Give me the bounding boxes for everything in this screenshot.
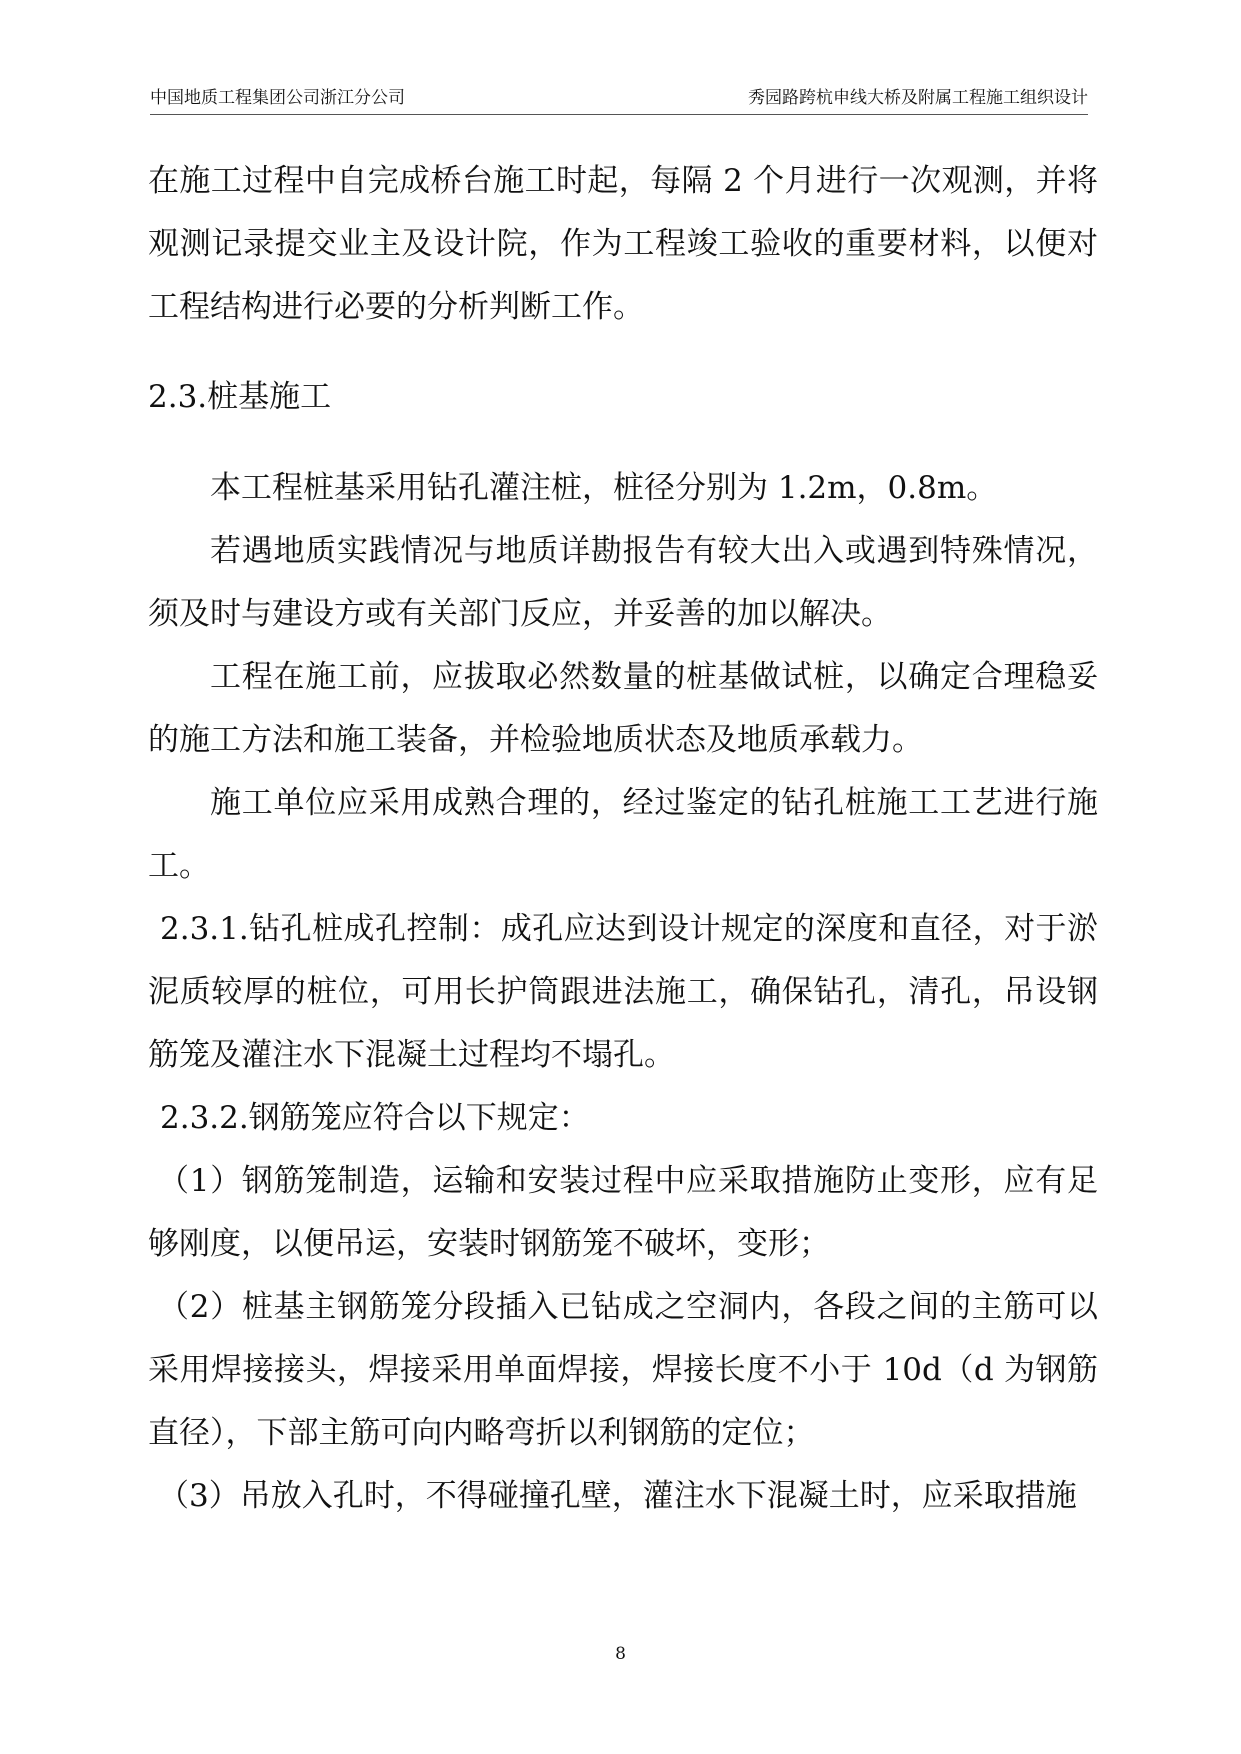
list-item-1: （1）钢筋笼制造，运输和安装过程中应采取措施防止变形，应有足够刚度，以便吊运，安装时钢筋笼不破坏，变形； <box>148 1163 1098 1262</box>
list-item-3: （3）吊放入孔时，不得碰撞孔壁，灌注水下混凝土时，应采取措施 <box>158 1478 1077 1514</box>
paragraph-construction-process: 施工单位应采用成熟合理的，经过鉴定的钻孔桩施工工艺进行施工。 <box>148 785 1098 884</box>
subsection-rebar-cage: 2.3.2.钢筋笼应符合以下规定： <box>160 1100 590 1136</box>
paragraph-geology-discrepancy: 若遇地质实践情况与地质详勘报告有较大出入或遇到特殊情况，须及时与建设方或有关部门反应，并妥善的加以解决。 <box>148 533 1098 632</box>
page-header <box>150 88 1088 115</box>
header-company-name: 中国地质工程集团公司浙江分公司 <box>150 88 405 108</box>
header-document-title: 秀园路跨杭申线大桥及附属工程施工组织设计 <box>748 88 1088 108</box>
page-footer <box>0 1644 1241 1664</box>
page-number: 8 <box>615 1644 626 1664</box>
subsection-bore-control: 2.3.1.钻孔桩成孔控制：成孔应达到设计规定的深度和直径，对于淤泥质较厚的桩位，可用长护筒跟进法施工，确保钻孔，清孔，吊设钢筋笼及灌注水下混凝土过程均不塌孔。 <box>148 911 1098 1073</box>
paragraph-pile-type: 本工程桩基采用钻孔灌注桩，桩径分别为 1.2m，0.8m。 <box>210 470 998 506</box>
document-body <box>148 150 1098 1528</box>
list-item-2: （2）桩基主钢筋笼分段插入已钻成之空洞内，各段之间的主筋可以采用焊接接头，焊接采用单面焊接，焊接长度不小于 10d（d 为钢筋直径），下部主筋可向内略弯折以利钢筋的定位； <box>148 1289 1098 1451</box>
section-heading-pile-foundation: 2.3.桩基施工 <box>148 379 332 415</box>
paragraph-test-piles: 工程在施工前，应拔取必然数量的桩基做试桩，以确定合理稳妥的施工方法和施工装备，并检验地质状态及地质承载力。 <box>148 659 1098 758</box>
paragraph-observation: 在施工过程中自完成桥台施工时起，每隔 2 个月进行一次观测，并将观测记录提交业主及设计院，作为工程竣工验收的重要材料，以便对工程结构进行必要的分析判断工作。 <box>148 163 1098 325</box>
